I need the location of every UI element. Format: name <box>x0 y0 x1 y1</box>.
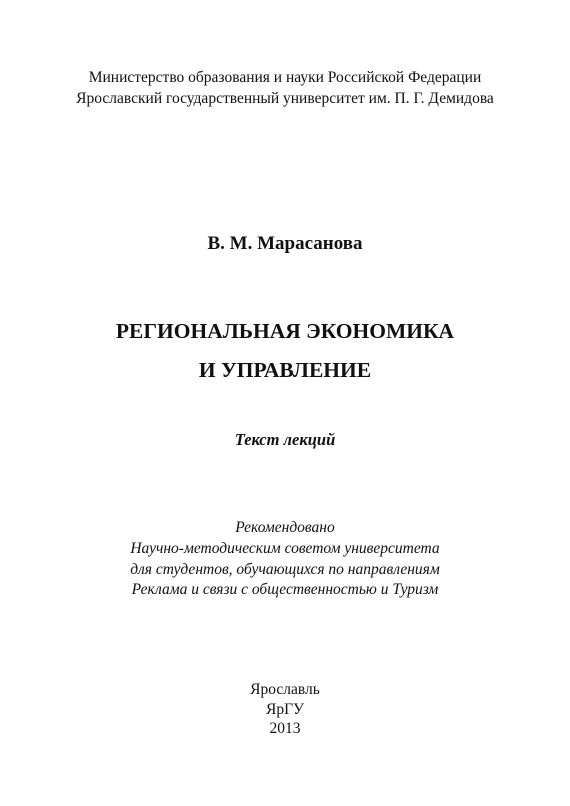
university-line: Ярославский государственный университет им. П. Г. Демидова <box>76 90 494 107</box>
subtitle: Текст лекций <box>234 430 336 449</box>
ministry-line: Министерство образования и науки Российской Федерации <box>88 69 482 86</box>
recommendation-line-2: Научно-методическим советом университета <box>130 540 440 557</box>
title-line-2: И УПРАВЛЕНИЕ <box>198 358 372 382</box>
author-name: В. М. Марасанова <box>207 233 363 254</box>
recommendation-line-3: для студентов, обучающихся по направлениям <box>130 561 440 578</box>
recommendation-line-4: Реклама и связи с общественностью и Туризм <box>131 581 439 598</box>
title-line-1: РЕГИОНАЛЬНАЯ ЭКОНОМИКА <box>115 319 455 343</box>
imprint-year: 2013 <box>269 720 301 737</box>
imprint-city: Ярославль <box>250 681 320 698</box>
recommendation-line-1: Рекомендовано <box>235 519 335 536</box>
imprint-publisher: ЯрГУ <box>265 701 305 718</box>
